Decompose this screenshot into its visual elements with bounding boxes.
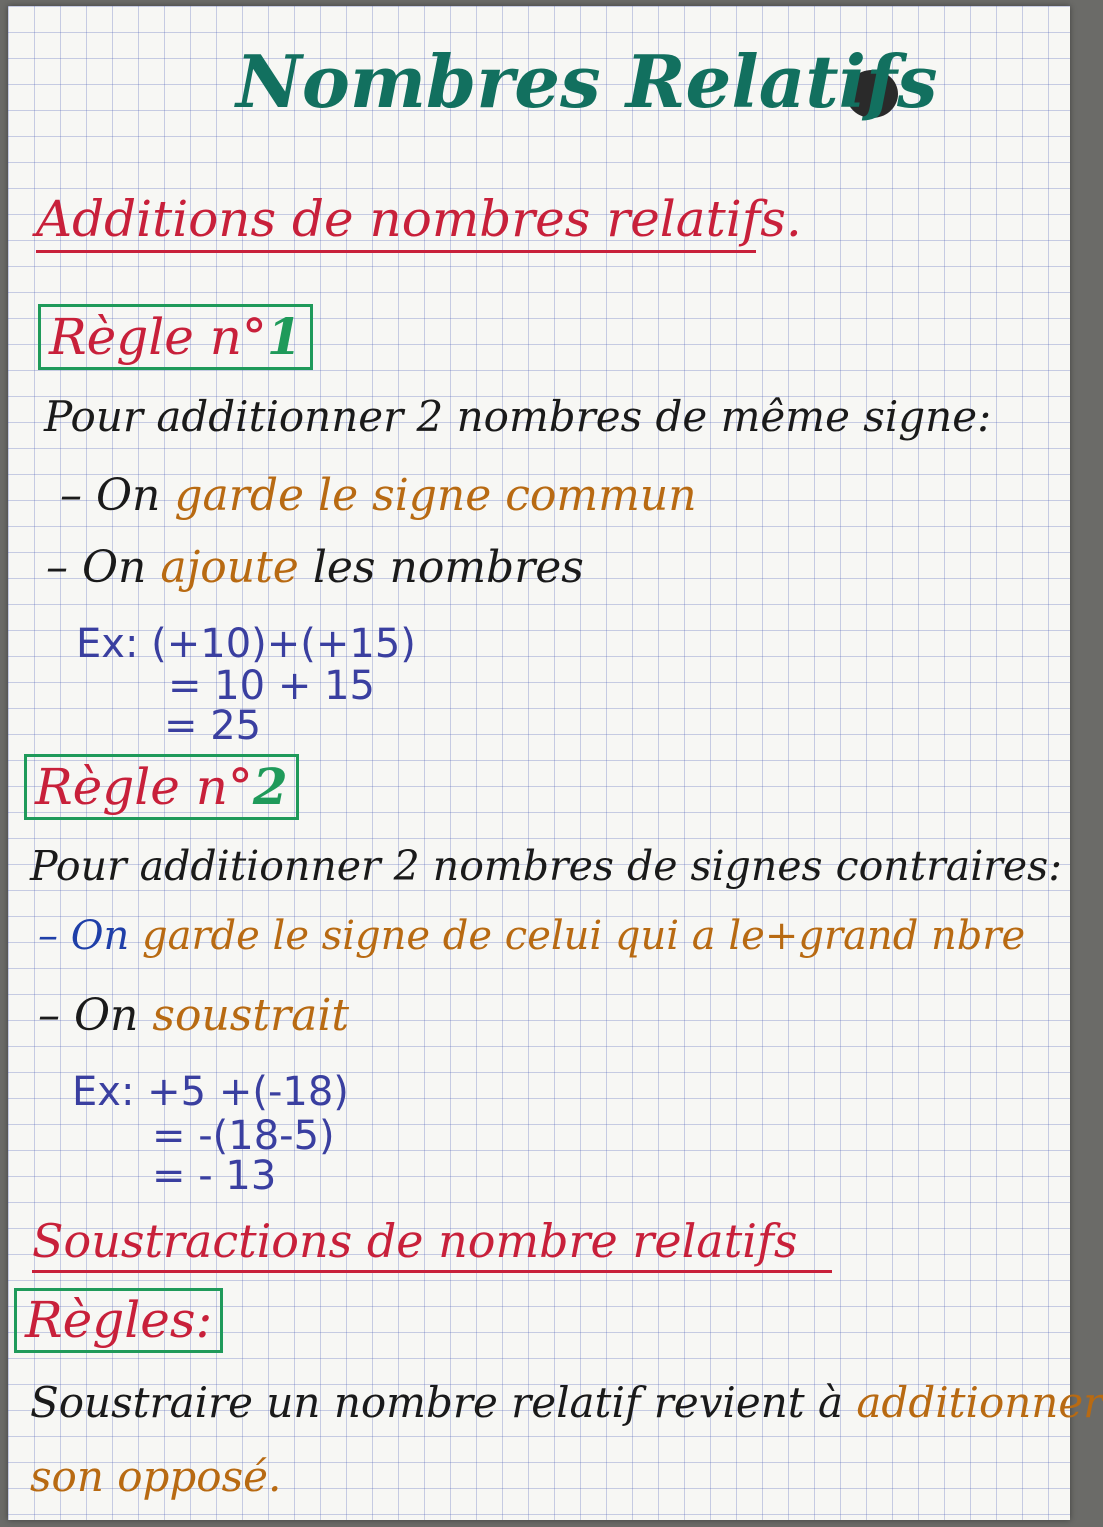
page-title: Nombres Relatifs (236, 39, 938, 124)
rule2-example-line3: = - 13 (152, 1153, 277, 1199)
rule2-step2 (38, 990, 350, 1041)
section-title-additions: Additions de nombres relatifs. (36, 194, 756, 253)
section2-statement-line1 (30, 1378, 1103, 1427)
rule1-step1-rest: garde le signe commun (174, 470, 697, 521)
rule2-example-line2: = -(18-5) (152, 1113, 335, 1159)
section-title-soustractions: Soustractions de nombre relatifs (32, 1218, 832, 1273)
rule1-label (38, 304, 313, 370)
rule1-step1 (60, 470, 697, 521)
rule1-label-number: 1 (266, 307, 302, 366)
rule2-step1-rest: garde le signe de celui qui a le+grand nbre (141, 913, 1026, 959)
rule2-label (24, 754, 299, 820)
section2-statement-part1: Soustraire un nombre relatif revient à (30, 1378, 857, 1427)
rule1-example-line1: Ex: (+10)+(+15) (76, 621, 416, 667)
rule2-example-line1: Ex: +5 +(-18) (72, 1069, 349, 1115)
rules-label-text: Règles: (25, 1291, 213, 1349)
rule2-step1-lead: – On (38, 913, 142, 959)
rule2-label-number: 2 (252, 757, 288, 816)
rule2-step1 (38, 913, 1026, 959)
section2-statement-line2: son opposé. (30, 1452, 282, 1501)
rule1-step2-lead: – On (46, 542, 161, 593)
rule1-step1-lead: – On (60, 470, 175, 521)
rule2-label-text: Règle n° (35, 758, 253, 816)
rule1-label-text: Règle n° (49, 308, 267, 366)
section2-statement-part2: additionner (856, 1378, 1103, 1427)
rule1-statement: Pour additionner 2 nombres de même signe: (44, 392, 992, 441)
rule1-example-line2: = 10 + 15 (168, 663, 375, 709)
rule2-step2-verb: soustrait (152, 990, 350, 1041)
rule2-step2-lead: – On (38, 990, 153, 1041)
rule1-step2-rest: les nombres (298, 542, 584, 593)
rule1-example-line3: = 25 (164, 703, 262, 749)
rules-label (14, 1288, 223, 1353)
rule1-step2-verb: ajoute (160, 542, 299, 593)
rule1-step2 (46, 542, 584, 593)
rule2-statement: Pour additionner 2 nombres de signes contraires: (30, 842, 1063, 890)
notebook-page (8, 6, 1103, 1520)
